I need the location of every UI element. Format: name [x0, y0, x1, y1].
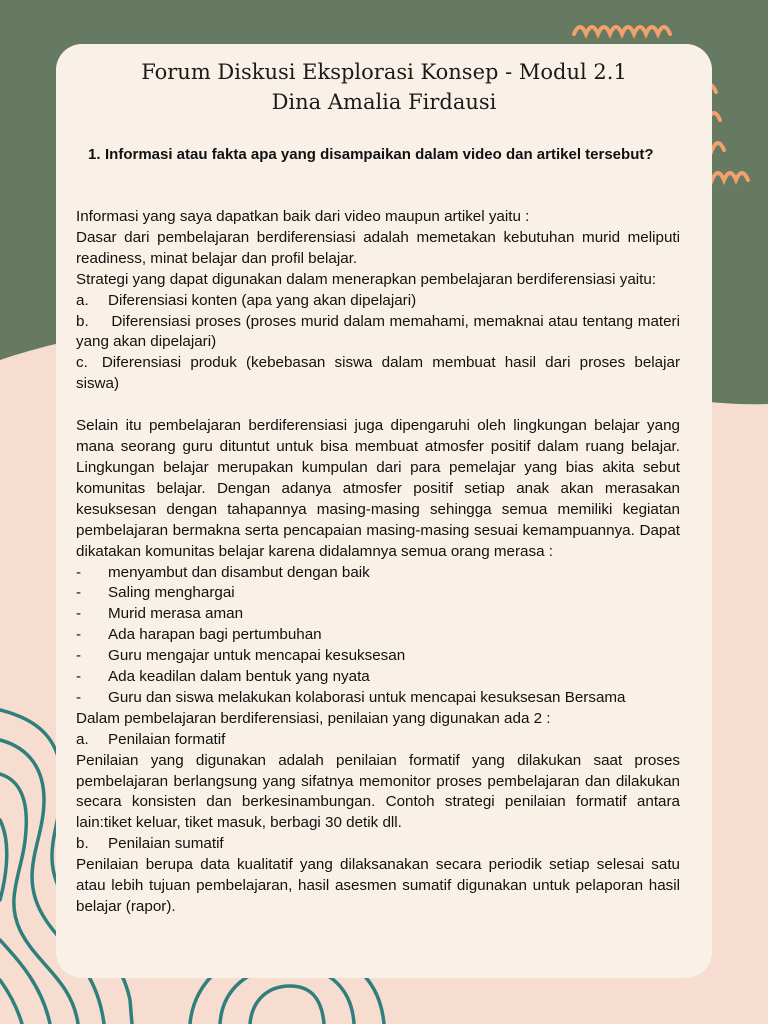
- list-marker: a.: [76, 730, 89, 748]
- list-marker: -: [76, 563, 82, 581]
- feeling-item: [76, 583, 680, 604]
- question-1: [88, 144, 680, 165]
- list-marker: -: [76, 647, 82, 665]
- author-name: Dina Amalia Firdausi: [271, 90, 497, 114]
- list-item-text: Penilaian sumatif: [108, 835, 224, 853]
- list-item-text: Saling menghargai: [108, 584, 235, 602]
- assessment-item-summative: [76, 834, 680, 855]
- list-item-text: Diferensiasi konten (apa yang akan dipelajari): [108, 291, 417, 309]
- strategy-item: [76, 312, 680, 354]
- strategy-item: [76, 291, 680, 312]
- document-body: [76, 207, 680, 918]
- paragraph-basis: Dasar dari pembelajaran berdiferensiasi adalah memetakan kebutuhan murid meliputi readiness, minat belajar dan profil belajar.: [76, 228, 680, 267]
- paragraph-environment: Selain itu pembelajaran berdiferensiasi juga dipengaruhi oleh lingkungan belajar yang mana seorang guru dituntut untuk bisa membuat atmosfer positif dalam ruang belajar. Lingkungan belajar merupakan kumpulan dari para pemelajar yang bias akita sebut komunitas belajar. Dengan adanya atmosfer positif setiap anak akan merasakan kesuksesan dengan tahapannya masing-masing sehingga semua memiliki kegiatan pembelajaran bermakna serta pencapaian masing-masing sesuai kemampuannya. Dapat dikatakan komunitas belajar karena didalamnya semua orang merasa :: [76, 417, 680, 560]
- list-item-text: Guru dan siswa melakukan kolaborasi untuk mencapai kesuksesan Bersama: [108, 688, 626, 706]
- paragraph-summative: Penilaian berupa data kualitatif yang dilaksanakan secara periodik setiap selesai satu atau lebih tujuan pembelajaran, hasil asesmen sumatif digunakan untuk pelaporan hasil belajar (rapor).: [76, 856, 680, 915]
- list-item-text: Diferensiasi proses (proses murid dalam memahami, memaknai atau tentang materi yang akan dipelajari): [76, 312, 680, 351]
- question-number: 1.: [88, 146, 101, 163]
- list-marker: -: [76, 626, 82, 644]
- feeling-item: [76, 625, 680, 646]
- assessment-item-formative: [76, 730, 680, 751]
- list-marker: a.: [76, 291, 89, 309]
- list-item-text: Diferensiasi produk (kebebasan siswa dalam membuat hasil dari proses belajar siswa): [76, 354, 680, 393]
- feeling-item: [76, 688, 680, 709]
- feeling-item: [76, 667, 680, 688]
- feeling-item: [76, 563, 680, 584]
- list-marker: -: [76, 668, 82, 686]
- list-marker: b.: [76, 312, 89, 330]
- feeling-item: [76, 604, 680, 625]
- list-item-text: Penilaian formatif: [108, 730, 226, 748]
- paragraph-formative: Penilaian yang digunakan adalah penilaian formatif yang dilakukan saat proses pembelajaran berlangsung yang sifatnya memonitor proses pembelajaran dan dilakukan secara konsisten dan berkesinambungan. Contoh strategi penilaian formatif antara lain:tiket keluar, tiket masuk, berbagi 30 detik dll.: [76, 751, 680, 832]
- paragraph-strategy: Strategi yang dapat digunakan dalam menerapkan pembelajaran berdiferensiasi yaitu:: [76, 270, 657, 288]
- list-marker: b.: [76, 835, 89, 853]
- page-title: Forum Diskusi Eksplorasi Konsep - Modul 2.1: [141, 60, 627, 84]
- list-marker: -: [76, 605, 82, 623]
- question-text: Informasi atau fakta apa yang disampaikan dalam video dan artikel tersebut?: [105, 146, 654, 163]
- paragraph-intro: Informasi yang saya dapatkan baik dari video maupun artikel yaitu :: [76, 208, 530, 225]
- list-marker: -: [76, 584, 82, 602]
- paragraph-assessment: Dalam pembelajaran berdiferensiasi, penilaian yang digunakan ada 2 :: [76, 709, 551, 727]
- list-item-text: Murid merasa aman: [108, 605, 244, 623]
- list-item-text: menyambut dan disambut dengan baik: [108, 563, 370, 581]
- list-item-text: Guru mengajar untuk mencapai kesuksesan: [108, 647, 406, 665]
- list-marker: c.: [76, 354, 88, 372]
- strategy-item: [76, 353, 680, 395]
- list-marker: -: [76, 688, 82, 706]
- list-item-text: Ada keadilan dalam bentuk yang nyata: [108, 668, 370, 686]
- list-item-text: Ada harapan bagi pertumbuhan: [108, 626, 322, 644]
- feeling-item: [76, 646, 680, 667]
